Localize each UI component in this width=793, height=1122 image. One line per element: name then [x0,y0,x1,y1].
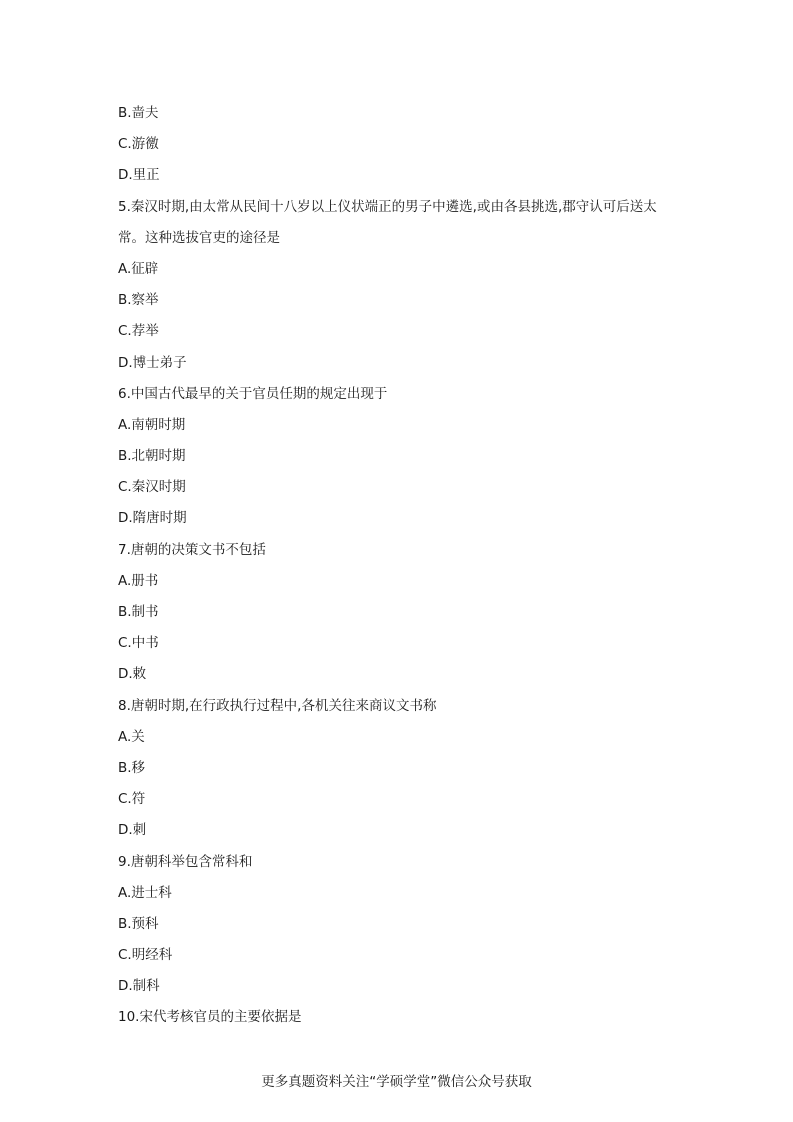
option-line: A.进士科 [118,884,172,901]
option-line: D.里正 [118,167,160,184]
option-line: A.册书 [118,572,159,589]
option-line: D.制科 [118,978,160,995]
page-footer: 更多真题资料关注“学硕学堂”微信公众号获取 [261,1074,532,1090]
option-line: D.隋唐时期 [118,510,187,527]
question-text-block [118,98,678,1034]
option-line: A.关 [118,728,145,745]
question-line: 6.中国古代最早的关于官员任期的规定出现于 [118,385,388,402]
option-line: C.游徼 [118,136,159,153]
option-line: C.符 [118,791,146,808]
option-line: B.察举 [118,292,159,309]
option-line: D.博士弟子 [118,354,187,371]
option-line: B.北朝时期 [118,448,186,465]
option-line: D.敕 [118,666,147,683]
option-line: A.南朝时期 [118,416,186,433]
option-line: C.明经科 [118,947,173,964]
option-line: B.啬夫 [118,105,159,121]
option-line: C.秦汉时期 [118,479,186,496]
option-line: D.刺 [118,822,147,839]
question-line: 5.秦汉时期,由太常从民间十八岁以上仪状端正的男子中遴选,或由各县挑选,郡守认可后送太 [118,198,657,215]
option-line: C.中书 [118,635,159,652]
option-line: B.制书 [118,604,159,620]
question-line: 8.唐朝时期,在行政执行过程中,各机关往来商议文书称 [118,697,437,714]
option-line: B.预科 [118,915,159,932]
question-line: 10.宋代考核官员的主要依据是 [118,1009,302,1026]
option-line: B.移 [118,759,146,776]
question-line-continued: 常。这种选拔官吏的途径是 [118,229,280,246]
option-line: C.荐举 [118,323,159,340]
question-line: 7.唐朝的决策文书不包括 [118,541,266,558]
question-line: 9.唐朝科举包含常科和 [118,853,253,870]
option-line: A.征辟 [118,260,159,277]
